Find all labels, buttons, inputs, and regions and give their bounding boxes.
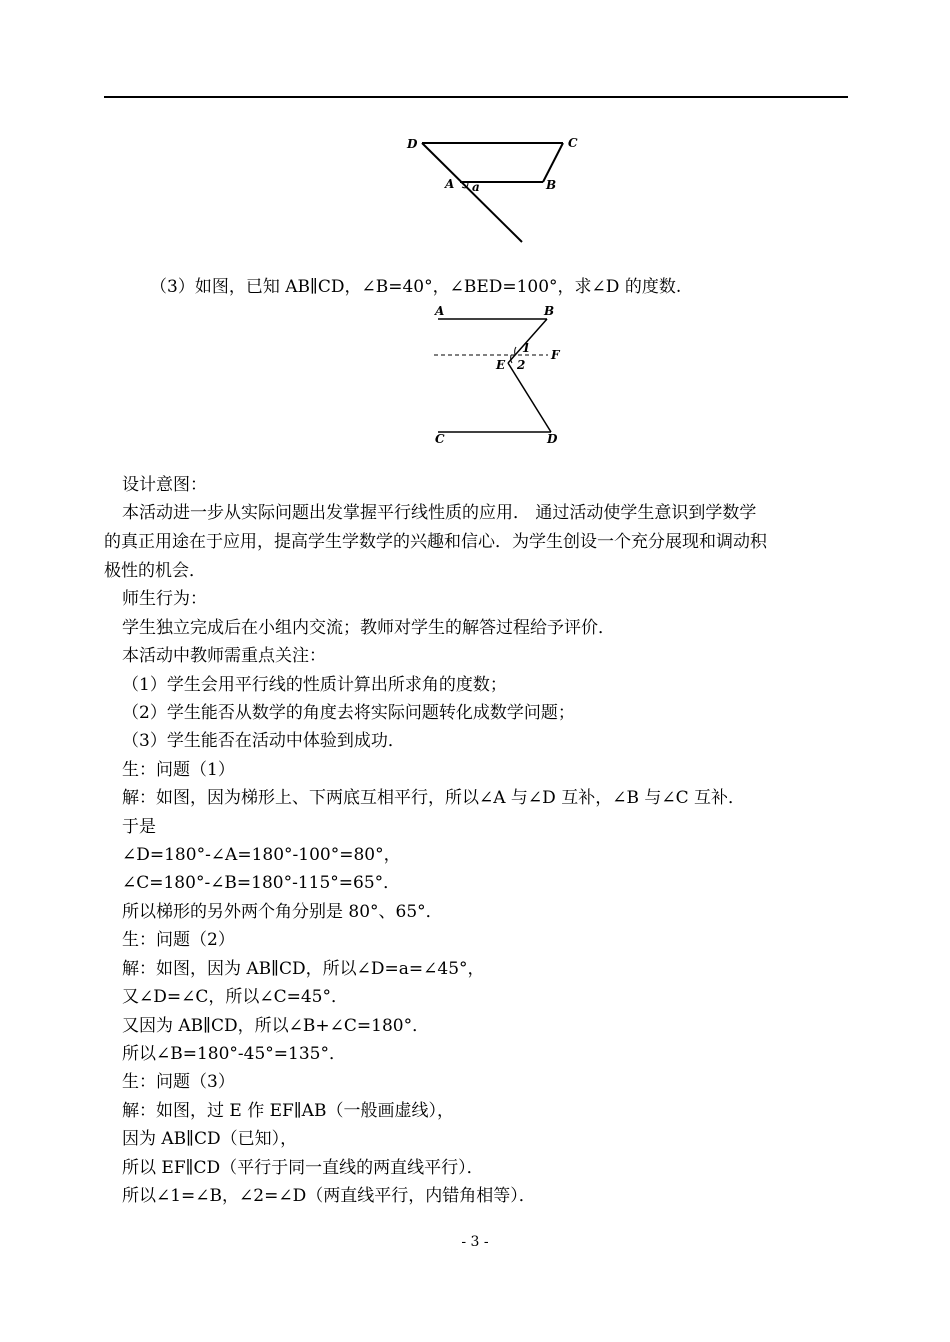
text-line: 又因为 AB∥CD，所以∠B+∠C=180°． [122, 1016, 430, 1036]
text-line: 解：如图，因为 AB∥CD，所以∠D=a=∠45°， [122, 959, 485, 979]
text-line: 于是 [122, 817, 156, 837]
text-line: 生：问题（1） [122, 760, 235, 780]
segment-cb [543, 143, 563, 182]
label-a: A [435, 304, 445, 318]
text-line: （1）学生会用平行线的性质计算出所求角的度数； [122, 675, 507, 695]
label-c: C [435, 432, 445, 446]
label-e: E [496, 358, 506, 372]
text-line: 又∠D=∠C，所以∠C=45°． [122, 987, 348, 1007]
text-line: 设计意图： [122, 475, 207, 495]
text-line: 极性的机会． [104, 561, 206, 581]
label-alpha: a [472, 180, 480, 194]
text-line: 所以 EF∥CD（平行于同一直线的两直线平行）． [122, 1158, 484, 1178]
text-line: 学生独立完成后在小组内交流；教师对学生的解答过程给予评价． [122, 618, 615, 638]
header-rule [104, 96, 848, 98]
text-line: 所以∠B=180°-45°=135°． [122, 1044, 346, 1064]
question-3: （3）如图，已知 AB∥CD，∠B=40°，∠BED=100°，求∠D 的度数. [150, 277, 682, 297]
text-line: 因为 AB∥CD（已知）， [122, 1129, 298, 1149]
figure-parallel-lines [430, 302, 570, 448]
text-line: 本活动中教师需重点关注： [122, 646, 326, 666]
text-line: 生：问题（3） [122, 1072, 235, 1092]
label-c: C [568, 136, 578, 150]
segment-ed [508, 363, 551, 432]
label-1: 1 [522, 341, 531, 355]
text-line: 的真正用途在于应用，提高学生学数学的兴趣和信心．为学生创设一个充分展现和调动积 [104, 532, 767, 552]
text-line: ∠D=180°-∠A=180°-100°=80°， [122, 845, 401, 865]
text-line: 解：如图，因为梯形上、下两底互相平行，所以∠A 与∠D 互补，∠B 与∠C 互补． [122, 788, 745, 808]
label-2: 2 [517, 358, 526, 372]
text-line: 师生行为： [122, 589, 207, 609]
label-a: A [445, 177, 455, 191]
text-line: 所以∠1=∠B，∠2=∠D（两直线平行，内错角相等）． [122, 1186, 536, 1206]
label-d: D [547, 432, 558, 446]
text-line: 本活动进一步从实际问题出发掌握平行线性质的应用． 通过活动使学生意识到学数学 [122, 503, 757, 523]
label-f: F [551, 348, 560, 362]
label-b: B [546, 178, 557, 192]
text-line: 解：如图，过 E 作 EF∥AB（一般画虚线）， [122, 1101, 454, 1121]
label-d: D [407, 137, 418, 151]
label-b: B [544, 304, 555, 318]
page-number: - 3 - [461, 1234, 489, 1250]
text-line: （3）学生能否在活动中体验到成功． [122, 731, 405, 751]
text-line: 生：问题（2） [122, 930, 235, 950]
text-line: （2）学生能否从数学的角度去将实际问题转化成数学问题； [122, 703, 575, 723]
figure-trapezoid [400, 130, 590, 250]
text-line: 所以梯形的另外两个角分别是 80°、65°． [122, 902, 443, 922]
text-line: ∠C=180°-∠B=180°-115°=65°． [122, 873, 401, 893]
